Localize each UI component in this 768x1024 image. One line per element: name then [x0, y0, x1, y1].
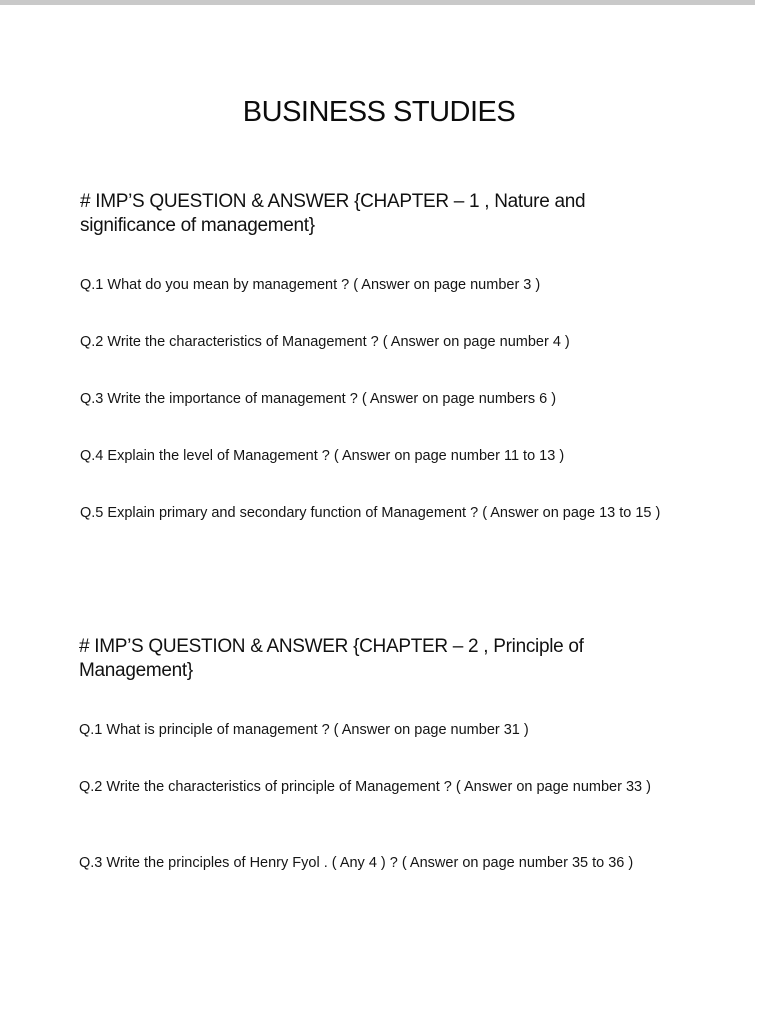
chapter-1-question-1: Q.1 What do you mean by management ? ( Answer on page number 3 ) — [80, 277, 541, 293]
document-title: BUSINESS STUDIES — [242, 96, 516, 128]
chapter-1-question-5: Q.5 Explain primary and secondary function of Management ? ( Answer on page 13 to 15 ) — [80, 505, 661, 521]
chapter-1-question-3: Q.3 Write the importance of management ? ( Answer on page numbers 6 ) — [80, 391, 557, 407]
chapter-2-heading: # IMP’S QUESTION & ANSWER {CHAPTER – 2 , Principle of Management} — [79, 636, 584, 681]
chapter-2-question-3: Q.3 Write the principles of Henry Fyol . ( Any 4 ) ? ( Answer on page number 35 to 36 ) — [79, 855, 634, 871]
chapter-2-question-1: Q.1 What is principle of management ? ( Answer on page number 31 ) — [79, 722, 529, 738]
chapter-1-question-4: Q.4 Explain the level of Management ? ( Answer on page number 11 to 13 ) — [80, 448, 565, 464]
chapter-2-question-2: Q.2 Write the characteristics of principle of Management ? ( Answer on page number 33 ) — [79, 779, 651, 795]
chapter-1-question-2: Q.2 Write the characteristics of Management ? ( Answer on page number 4 ) — [80, 334, 570, 350]
chapter-1-heading: # IMP’S QUESTION & ANSWER {CHAPTER – 1 , Nature and significance of management} — [80, 191, 586, 236]
